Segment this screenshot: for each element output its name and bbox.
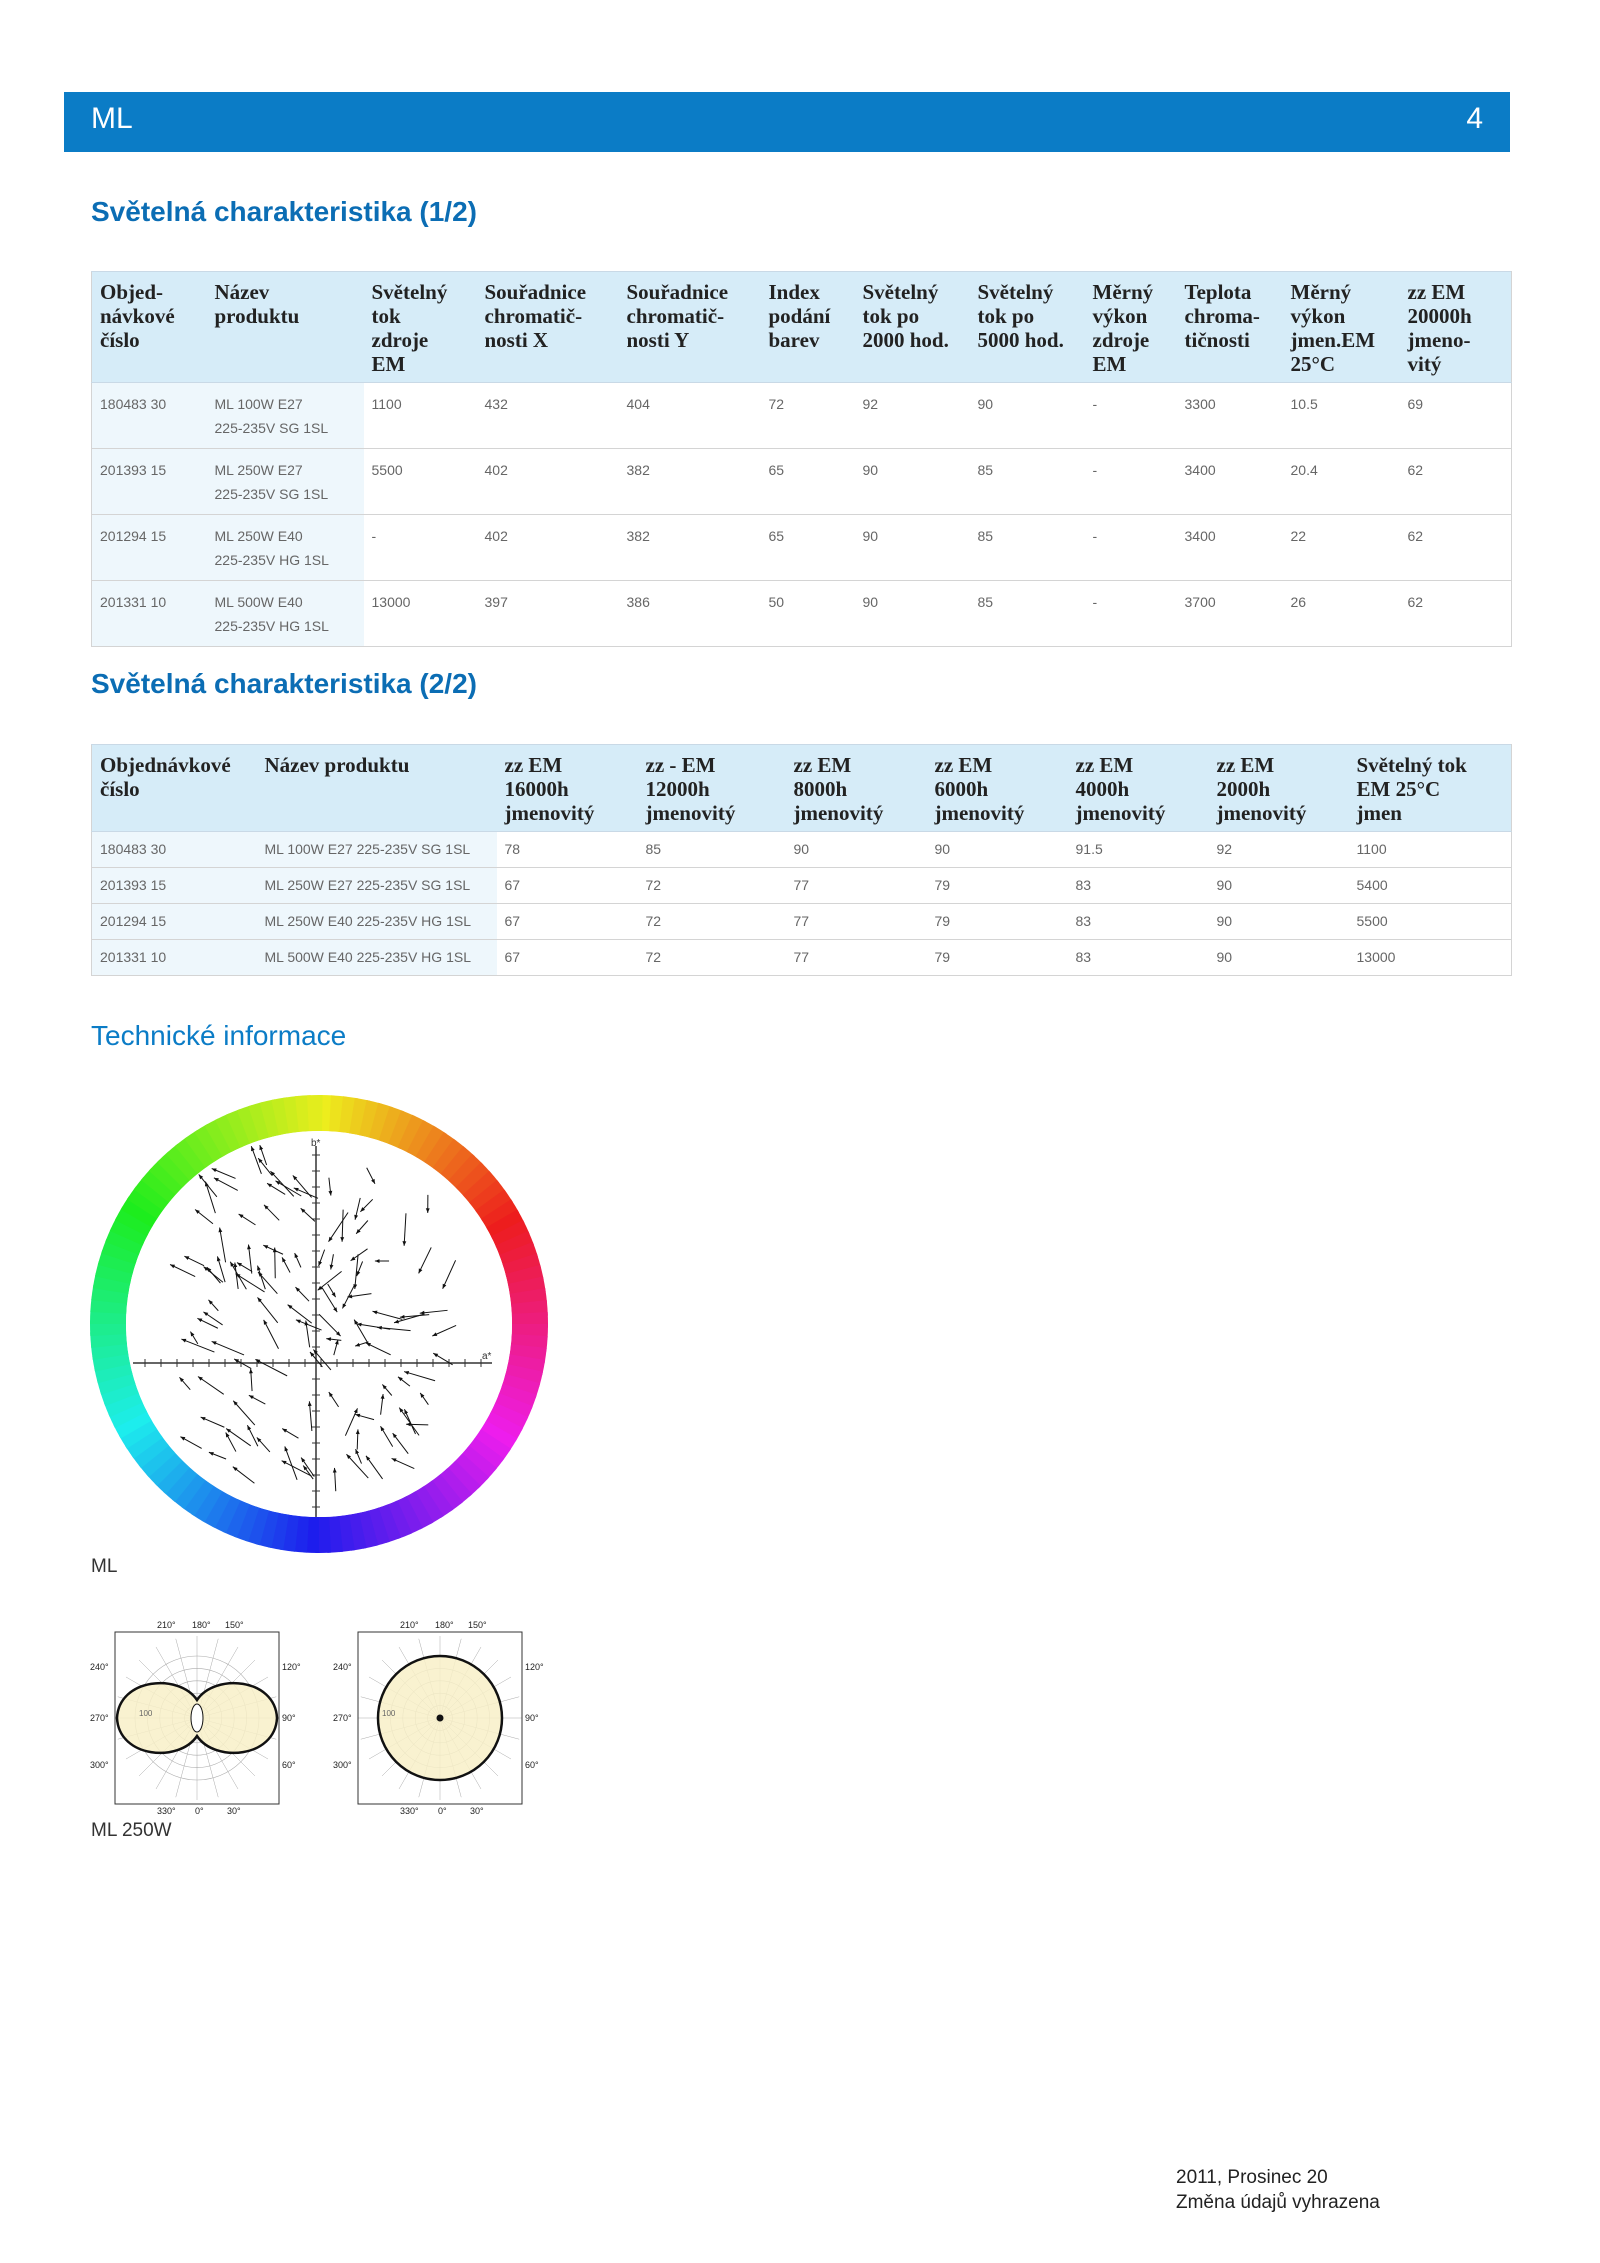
polar-angle-label: 120° — [525, 1662, 544, 1672]
column-header: zz EM 8000h jmenovitý — [786, 745, 927, 832]
table-cell: 65 — [761, 449, 855, 515]
table-row — [92, 904, 1512, 940]
table-cell: 85 — [970, 449, 1085, 515]
table-cell: 67 — [497, 868, 638, 904]
polar-scale-label: 100 — [139, 1709, 153, 1718]
table-cell: 90 — [855, 515, 970, 581]
polar-angle-label: 240° — [90, 1662, 109, 1672]
table-cell: 67 — [497, 904, 638, 940]
table-cell: 83 — [1068, 904, 1209, 940]
polar-angle-label: 330° — [400, 1806, 419, 1816]
column-header: Objed- návkové číslo — [92, 272, 207, 383]
footer-note: Změna údajů vyhrazena — [1176, 2192, 1380, 2213]
polar-angle-label: 90° — [282, 1713, 296, 1723]
shift-arrow — [275, 1248, 276, 1279]
table-cell: 13000 — [364, 581, 477, 647]
table-cell: 201393 15 — [92, 868, 257, 904]
technical-title: Technické informace — [91, 1020, 347, 1051]
table-cell: 180483 30 — [92, 832, 257, 868]
table-cell: 90 — [1209, 940, 1349, 976]
polar-angle-label: 330° — [157, 1806, 176, 1816]
table-cell: 201331 10 — [92, 940, 257, 976]
page-number: 4 — [1466, 102, 1483, 135]
polar-angle-label: 180° — [435, 1620, 454, 1630]
polar-angle-label: 300° — [90, 1760, 109, 1770]
table-cell: 26 — [1283, 581, 1400, 647]
polar-angle-label: 150° — [468, 1620, 487, 1630]
polar-caption: ML 250W — [91, 1820, 172, 1841]
table-cell: 69 — [1400, 383, 1512, 449]
table-cell: ML 250W E40 225-235V HG 1SL — [257, 904, 497, 940]
table-cell: 83 — [1068, 868, 1209, 904]
table1-header-row — [92, 272, 1512, 383]
polar-scale-label: 100 — [382, 1709, 396, 1718]
table-cell: 85 — [638, 832, 786, 868]
table-cell: 1100 — [1349, 832, 1512, 868]
table-cell: 22 — [1283, 515, 1400, 581]
table-cell: 90 — [927, 832, 1068, 868]
spec-table-1 — [91, 271, 1512, 647]
table2-body — [92, 832, 1512, 976]
table-cell: 62 — [1400, 449, 1512, 515]
table-cell: 90 — [1209, 868, 1349, 904]
table-cell: 382 — [619, 449, 761, 515]
table-cell: 77 — [786, 940, 927, 976]
table-cell: 62 — [1400, 581, 1512, 647]
table-cell: 1100 — [364, 383, 477, 449]
table-row — [92, 383, 1512, 449]
table-cell: 5500 — [1349, 904, 1512, 940]
table-cell: 91.5 — [1068, 832, 1209, 868]
column-header: Souřadnice chromatič- nosti X — [477, 272, 619, 383]
polar-angle-label: 180° — [192, 1620, 211, 1630]
polar-angle-label: 60° — [525, 1760, 539, 1770]
table-cell: 90 — [855, 449, 970, 515]
polar-angle-label: 270° — [333, 1713, 352, 1723]
table-cell: 180483 30 — [92, 383, 207, 449]
table-cell: 201294 15 — [92, 515, 207, 581]
table-cell: 72 — [638, 904, 786, 940]
column-header: Název produktu — [257, 745, 497, 832]
table-cell: 79 — [927, 904, 1068, 940]
table-row — [92, 868, 1512, 904]
table-cell: 201294 15 — [92, 904, 257, 940]
b-axis-label: b* — [311, 1138, 321, 1149]
column-header: Světelný tok zdroje EM — [364, 272, 477, 383]
table-cell: 3300 — [1177, 383, 1283, 449]
column-header: zz EM 6000h jmenovitý — [927, 745, 1068, 832]
column-header: Světelný tok EM 25°C jmen — [1349, 745, 1512, 832]
a-axis-label: a* — [482, 1351, 492, 1362]
polar-angle-label: 30° — [227, 1806, 241, 1816]
table-cell: - — [1085, 449, 1177, 515]
table-cell: 404 — [619, 383, 761, 449]
table-cell: 79 — [927, 940, 1068, 976]
table-cell: 90 — [1209, 904, 1349, 940]
color-chart-caption: ML — [91, 1556, 118, 1577]
table-cell: ML 500W E40 225-235V HG 1SL — [257, 940, 497, 976]
footer-date: 2011, Prosinec 20 — [1176, 2167, 1328, 2188]
table-cell: 92 — [855, 383, 970, 449]
table-cell: 402 — [477, 515, 619, 581]
table-cell: - — [364, 515, 477, 581]
table-cell: 432 — [477, 383, 619, 449]
table-cell: 92 — [1209, 832, 1349, 868]
table-cell: 3400 — [1177, 449, 1283, 515]
polar-angle-label: 210° — [400, 1620, 419, 1630]
table-cell: ML 250W E27 225-235V SG 1SL — [257, 868, 497, 904]
table-cell: 397 — [477, 581, 619, 647]
table2-header-row — [92, 745, 1512, 832]
table-cell: ML 100W E27 225-235V SG 1SL — [207, 383, 364, 449]
polar-angle-label: 270° — [90, 1713, 109, 1723]
column-header: zz EM 20000h jmeno- vitý — [1400, 272, 1512, 383]
column-header: zz EM 2000h jmenovitý — [1209, 745, 1349, 832]
table-cell: - — [1085, 581, 1177, 647]
table-cell: 62 — [1400, 515, 1512, 581]
column-header: zz EM 4000h jmenovitý — [1068, 745, 1209, 832]
table-cell: 3400 — [1177, 515, 1283, 581]
table-cell: 5500 — [364, 449, 477, 515]
table-cell: 78 — [497, 832, 638, 868]
color-ring-segment — [307, 1095, 323, 1131]
header-title: ML — [91, 102, 133, 135]
polar-angle-label: 90° — [525, 1713, 539, 1723]
table-cell: 85 — [970, 515, 1085, 581]
table-cell: 79 — [927, 868, 1068, 904]
polar-angle-label: 240° — [333, 1662, 352, 1672]
spec-table-2 — [91, 744, 1512, 976]
table-cell: 402 — [477, 449, 619, 515]
table-cell: 201393 15 — [92, 449, 207, 515]
table-cell: 386 — [619, 581, 761, 647]
header-bar — [64, 92, 1510, 152]
table-row — [92, 449, 1512, 515]
table-cell: 77 — [786, 868, 927, 904]
table-cell: 201331 10 — [92, 581, 207, 647]
column-header: Index podání barev — [761, 272, 855, 383]
column-header: zz - EM 12000h jmenovitý — [638, 745, 786, 832]
polar-center — [437, 1715, 444, 1722]
column-header: Název produktu — [207, 272, 364, 383]
column-header: Souřadnice chromatič- nosti Y — [619, 272, 761, 383]
polar-diagram-circle — [333, 1618, 553, 1818]
polar-angle-label: 60° — [282, 1760, 296, 1770]
table-cell: 83 — [1068, 940, 1209, 976]
column-header: Teplota chroma- tičnosti — [1177, 272, 1283, 383]
polar-angle-label: 120° — [282, 1662, 301, 1672]
table-cell: 90 — [786, 832, 927, 868]
polar-diagram-bilobe — [90, 1618, 310, 1818]
table-cell: 50 — [761, 581, 855, 647]
polar-angle-label: 210° — [157, 1620, 176, 1630]
table-cell: - — [1085, 515, 1177, 581]
polar-angle-label: 300° — [333, 1760, 352, 1770]
table1-body — [92, 383, 1512, 647]
table-cell: 13000 — [1349, 940, 1512, 976]
table-cell: ML 250W E27 225-235V SG 1SL — [207, 449, 364, 515]
table-cell: 3700 — [1177, 581, 1283, 647]
table-cell: 382 — [619, 515, 761, 581]
polar-angle-label: 30° — [470, 1806, 484, 1816]
table-cell: 65 — [761, 515, 855, 581]
table-row — [92, 832, 1512, 868]
polar-angle-label: 0° — [438, 1806, 447, 1816]
column-header: Světelný tok po 5000 hod. — [970, 272, 1085, 383]
table-cell: 67 — [497, 940, 638, 976]
table-row — [92, 940, 1512, 976]
section1-title: Světelná charakteristika (1/2) — [91, 196, 477, 227]
table-cell: 72 — [761, 383, 855, 449]
table-cell: 77 — [786, 904, 927, 940]
table-cell: ML 100W E27 225-235V SG 1SL — [257, 832, 497, 868]
table-cell: ML 500W E40 225-235V HG 1SL — [207, 581, 364, 647]
table-cell: 72 — [638, 940, 786, 976]
polar-angle-label: 150° — [225, 1620, 244, 1630]
column-header: Měrný výkon zdroje EM — [1085, 272, 1177, 383]
table-row — [92, 581, 1512, 647]
table-cell: 72 — [638, 868, 786, 904]
table-cell: ML 250W E40 225-235V HG 1SL — [207, 515, 364, 581]
column-header: Objednávkové číslo — [92, 745, 257, 832]
table-cell: 20.4 — [1283, 449, 1400, 515]
column-header: Světelný tok po 2000 hod. — [855, 272, 970, 383]
polar-center — [191, 1704, 203, 1732]
section2-title: Světelná charakteristika (2/2) — [91, 668, 477, 699]
table-cell: 90 — [970, 383, 1085, 449]
polar-angle-label: 0° — [195, 1806, 204, 1816]
table-cell: - — [1085, 383, 1177, 449]
table-row — [92, 515, 1512, 581]
table-cell: 90 — [855, 581, 970, 647]
column-header: zz EM 16000h jmenovitý — [497, 745, 638, 832]
table-cell: 85 — [970, 581, 1085, 647]
table-cell: 5400 — [1349, 868, 1512, 904]
table-cell: 10.5 — [1283, 383, 1400, 449]
color-space-chart — [90, 1095, 548, 1553]
column-header: Měrný výkon jmen.EM 25°C — [1283, 272, 1400, 383]
